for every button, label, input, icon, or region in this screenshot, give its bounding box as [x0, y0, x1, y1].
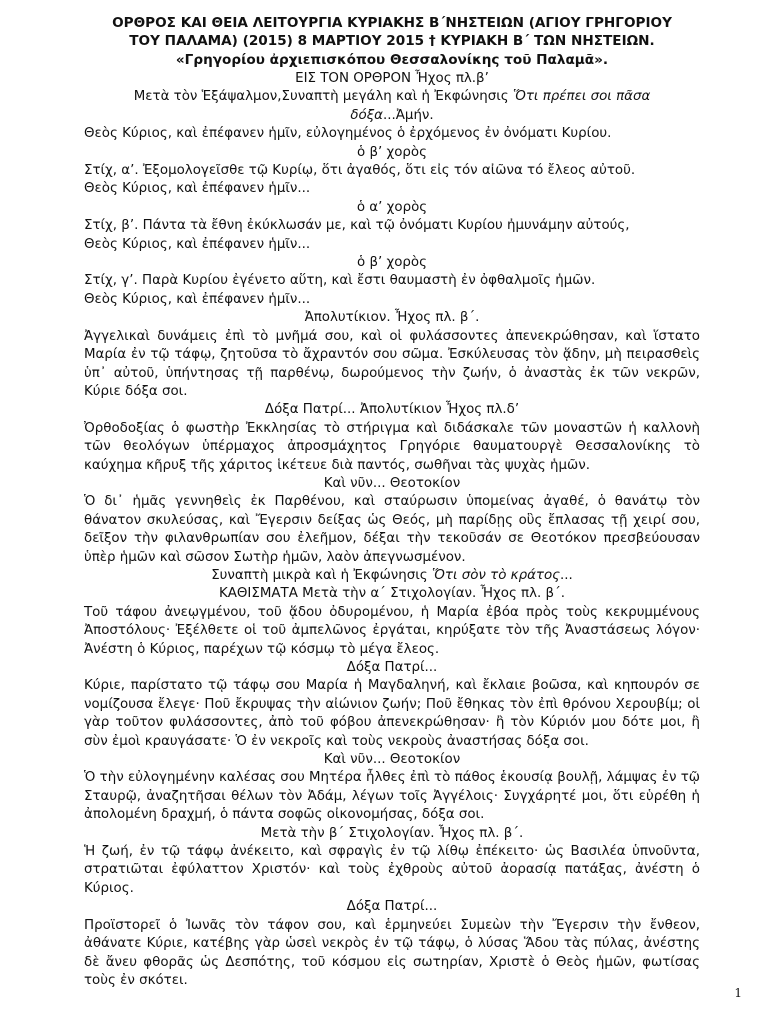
- choir-heading: ὁ β’ χορὸς: [357, 144, 427, 160]
- hymn-paragraph: Κύριε, παρίστατο τῷ τάφῳ σου Μαρία ἡ Μαγδαληνή, καὶ ἔκλαιε βοῶσα, καὶ κηπουρόν σε νομίζουσα ἔλεγε· Ποῦ ἔκρυψας τὴν αἰώνιον ζωήν; Ποῦ ἔθηκας τὸν ἐπὶ θρόνου Χερουβίμ; οἱ γὰρ τοῦτον φυλάσσοντες, ἀπὸ τοῦ φόβου ἀπενεκρώθησαν· ἢ τὸν Κύριόν μου δότε μοι, ἢ σὺν ἐμοὶ κραυγάσατε· Ὁ ἐν νεκροῖς καὶ τοὺς νεκροὺς ἀναστήσας δόξα σοι.: [84, 678, 700, 749]
- hymn-paragraph: Ἡ ζωή, ἐν τῷ τάφῳ ἀνέκειτο, καὶ σφραγὶς ἐν τῷ λίθῳ ἐπέκειτο· ὡς Βασιλέα ὑπνοῦντα, στρατιῶται ἐφύλαττον Χριστόν· καὶ τοὺς ἐχθροὺς αὐτοῦ ἀορασίᾳ πατάξας, ἀνέστη ὁ Κύριος.: [84, 844, 700, 896]
- text-line: Θεὸς Κύριος, καὶ ἐπέφανεν ἡμῖν, εὐλογημένος ὁ ἐρχόμενος ἐν ὀνόματι Κυρίου.: [84, 126, 612, 142]
- section-heading-theotokion: Καὶ νῦν... Θεοτοκίον: [323, 752, 461, 768]
- rubric-line: [84, 88, 700, 106]
- text-line: Θεὸς Κύριος, καὶ ἐπέφανεν ἡμῖν...: [84, 291, 311, 307]
- text-line: Στίχ, α’. Ἐξομολογεῖσθε τῷ Κυρίῳ, ὅτι ἀγαθός, ὅτι εἰς τόν αἰῶνα τό ἔλεος αὐτοῦ.: [84, 163, 636, 179]
- rubric-italic: Ὅτι σὸν τὸ κράτος: [431, 567, 561, 583]
- rubric-line-2: [84, 107, 700, 125]
- section-heading-apolytikion: Ἀπολυτίκιον. Ἦχος πλ. β΄.: [304, 310, 480, 326]
- section-heading-theotokion: Καὶ νῦν... Θεοτοκίον: [323, 475, 461, 491]
- rubric-text: ...: [560, 567, 573, 583]
- choir-heading: ὁ α’ χορὸς: [356, 199, 428, 215]
- text-line: Θεὸς Κύριος, καὶ ἐπέφανεν ἡμῖν...: [84, 236, 311, 252]
- section-heading-doxa: Δόξα Πατρί... Ἀπολυτίκιον Ἦχος πλ.δ’: [264, 402, 520, 418]
- hymn-paragraph: Ἀγγελικαὶ δυνάμεις ἐπὶ τὸ μνῆμά σου, καὶ οἱ φυλάσσοντες ἀπενεκρώθησαν, καὶ ἵστατο Μαρία ἐν τῷ τάφῳ, ζητοῦσα τὸ ἄχραντόν σου σῶμα. Ἐσκύλευσας τὸν ᾅδην, μὴ πειρασθεὶς ὑπ᾿ αὐτοῦ, ὑπήντησας τῇ παρθένῳ, δωρούμενος τὴν ζωήν, ὁ ἀναστὰς ἐκ τῶν νεκρῶν, Κύριε δόξα σοι.: [84, 328, 700, 399]
- text-line: Στίχ, γ’. Παρὰ Κυρίου ἐγένετο αὕτη, καὶ ἔστι θαυμαστὴ ἐν ὀφθαλμοῖς ἡμῶν.: [84, 273, 596, 289]
- rubric-italic: δόξα: [350, 107, 383, 123]
- hymn-paragraph: Προϊστορεῖ ὁ Ἰωνᾶς τὸν τάφον σου, καὶ ἑρμηνεύει Συμεὼν τὴν Ἔγερσιν τὴν ἔνθεον, ἀθάνατε Κύριε, κατέβης γὰρ ὡσεὶ νεκρὸς ἐν τῷ τάφῳ, ὁ λύσας Ἅδου τὰς πύλας, ἀνέστης δὲ ἄνευ φθορᾶς ὡς Δεσπότης, τοῦ κόσμου εἰς σωτηρίαν, Χριστὲ ὁ Θεὸς ἡμῶν, φωτίσας τοὺς ἐν σκότει.: [84, 917, 700, 988]
- section-heading-orthros: ΕΙΣ ΤΟΝ ΟΡΘΡΟΝ Ἦχος πλ.β’: [295, 71, 489, 86]
- document-title-line2: ΤΟΥ ΠΑΛΑΜΑ) (2015) 8 ΜΑΡΤΙΟΥ 2015 † ΚΥΡΙΑΚΗ Β΄ ΤΩΝ ΝΗΣΤΕΙΩΝ.: [129, 33, 655, 49]
- hymn-paragraph: Ὀρθοδοξίας ὁ φωστὴρ Ἐκκλησίας τὸ στήριγμα καὶ διδάσκαλε τῶν μοναστῶν ἡ καλλονὴ τῶν θεολόγων ὑπέρμαχος ἀπροσμάχητος Γρηγόριε θαυματουργὲ Θεσσαλονίκης τὸ καύχημα κῆρυξ τῆς χάριτος ἱκέτευε διὰ παντός, σωθῆναι τὰς ψυχὰς ἡμῶν.: [84, 420, 700, 473]
- section-heading-doxa: Δόξα Πατρί...: [346, 660, 438, 675]
- rubric-text: ...Ἀμήν.: [383, 107, 434, 123]
- document-subtitle: «Γρηγορίου ἀρχιεπισκόπου Θεσσαλονίκης τοῦ Παλαμᾶ».: [175, 52, 609, 68]
- hymn-paragraph: Ὁ δι᾿ ἡμᾶς γεννηθεὶς ἐκ Παρθένου, καὶ σταύρωσιν ὑπομείνας ἀγαθέ, ὁ θανάτῳ τὸν θάνατον σκυλεύσας, καὶ Ἔγερσιν δείξας ὡς Θεός, μὴ παρίδῃς οὓς ἔπλασας τῇ χειρί σου, δεῖξον τὴν φιλανθρωπίαν σου ἐλεῆμον, δέξαι τὴν τεκοῦσάν σε Θεοτόκον πρεσβεύουσαν ὑπὲρ ἡμῶν καὶ σῶσον Σωτὴρ ἡμῶν, λαὸν ἀπεγνωσμένον.: [84, 494, 700, 565]
- hymn-paragraph: Ὁ τὴν εὐλογημένην καλέσας σου Μητέρα ἦλθες ἐπὶ τὸ πάθος ἑκουσίᾳ βουλῇ, λάμψας ἐν τῷ Σταυρῷ, ἀναζητῆσαι θέλων τὸν Ἀδάμ, λέγων τοῖς Ἀγγέλοις· Συγχάρητέ μοι, ὅτι εὑρέθη ἡ ἀπολομένη δραχμή, ὁ πάντα σοφῶς οἰκονομήσας, δόξα σοι.: [84, 770, 700, 823]
- section-heading-doxa: Δόξα Πατρί...: [346, 899, 438, 915]
- document-title: ΟΡΘΡΟΣ ΚΑΙ ΘΕΙΑ ΛΕΙΤΟΥΡΓΙΑ ΚΥΡΙΑΚΗΣ Β΄ΝΗΣΤΕΙΩΝ (ΑΓΙΟΥ ΓΡΗΓΟΡΙΟΥ: [112, 15, 672, 31]
- rubric-text: Συναπτὴ μικρὰ καὶ ἡ Ἐκφώνησις: [211, 567, 432, 583]
- hymn-paragraph: Τοῦ τάφου ἀνεῳγμένου, τοῦ ᾅδου ὀδυρομένου, ἡ Μαρία ἐβόα πρὸς τοὺς κεκρυμμένους Ἀποστόλους· Ἐξέλθετε οἱ τοῦ ἀμπελῶνος ἐργάται, κηρύξατε τὸν τῆς Ἀναστάσεως λόγον· Ἀνέστη ὁ Κύριος, παρέχων τῷ κόσμῳ τὸ μέγα ἔλεος.: [84, 604, 700, 657]
- text-line: Στίχ, β’. Πάντα τὰ ἔθνη ἐκύκλωσάν με, καὶ τῷ ὀνόματι Κυρίου ἠμυνάμην αὐτούς,: [84, 218, 630, 234]
- rubric-text: Μετὰ τὸν Ἑξάψαλμον,Συναπτὴ μεγάλη καὶ ἡ Ἐκφώνησις: [133, 89, 513, 105]
- rubric-italic: Ὅτι πρέπει σοι πᾶσα: [512, 89, 651, 105]
- document-page: [84, 14, 700, 990]
- section-heading-kathismata: ΚΑΘΙΣΜΑΤΑ Μετὰ τὴν α΄ Στιχολογίαν. Ἦχος πλ. β΄.: [218, 586, 566, 602]
- page-number: 1: [734, 986, 742, 1000]
- section-heading-stichologia: Μετὰ τὴν β΄ Στιχολογίαν. Ἦχος πλ. β΄.: [260, 825, 524, 841]
- rubric-line: [84, 567, 700, 585]
- text-line: Θεὸς Κύριος, καὶ ἐπέφανεν ἡμῖν...: [84, 181, 311, 197]
- choir-heading: ὁ β’ χορὸς: [357, 255, 427, 271]
